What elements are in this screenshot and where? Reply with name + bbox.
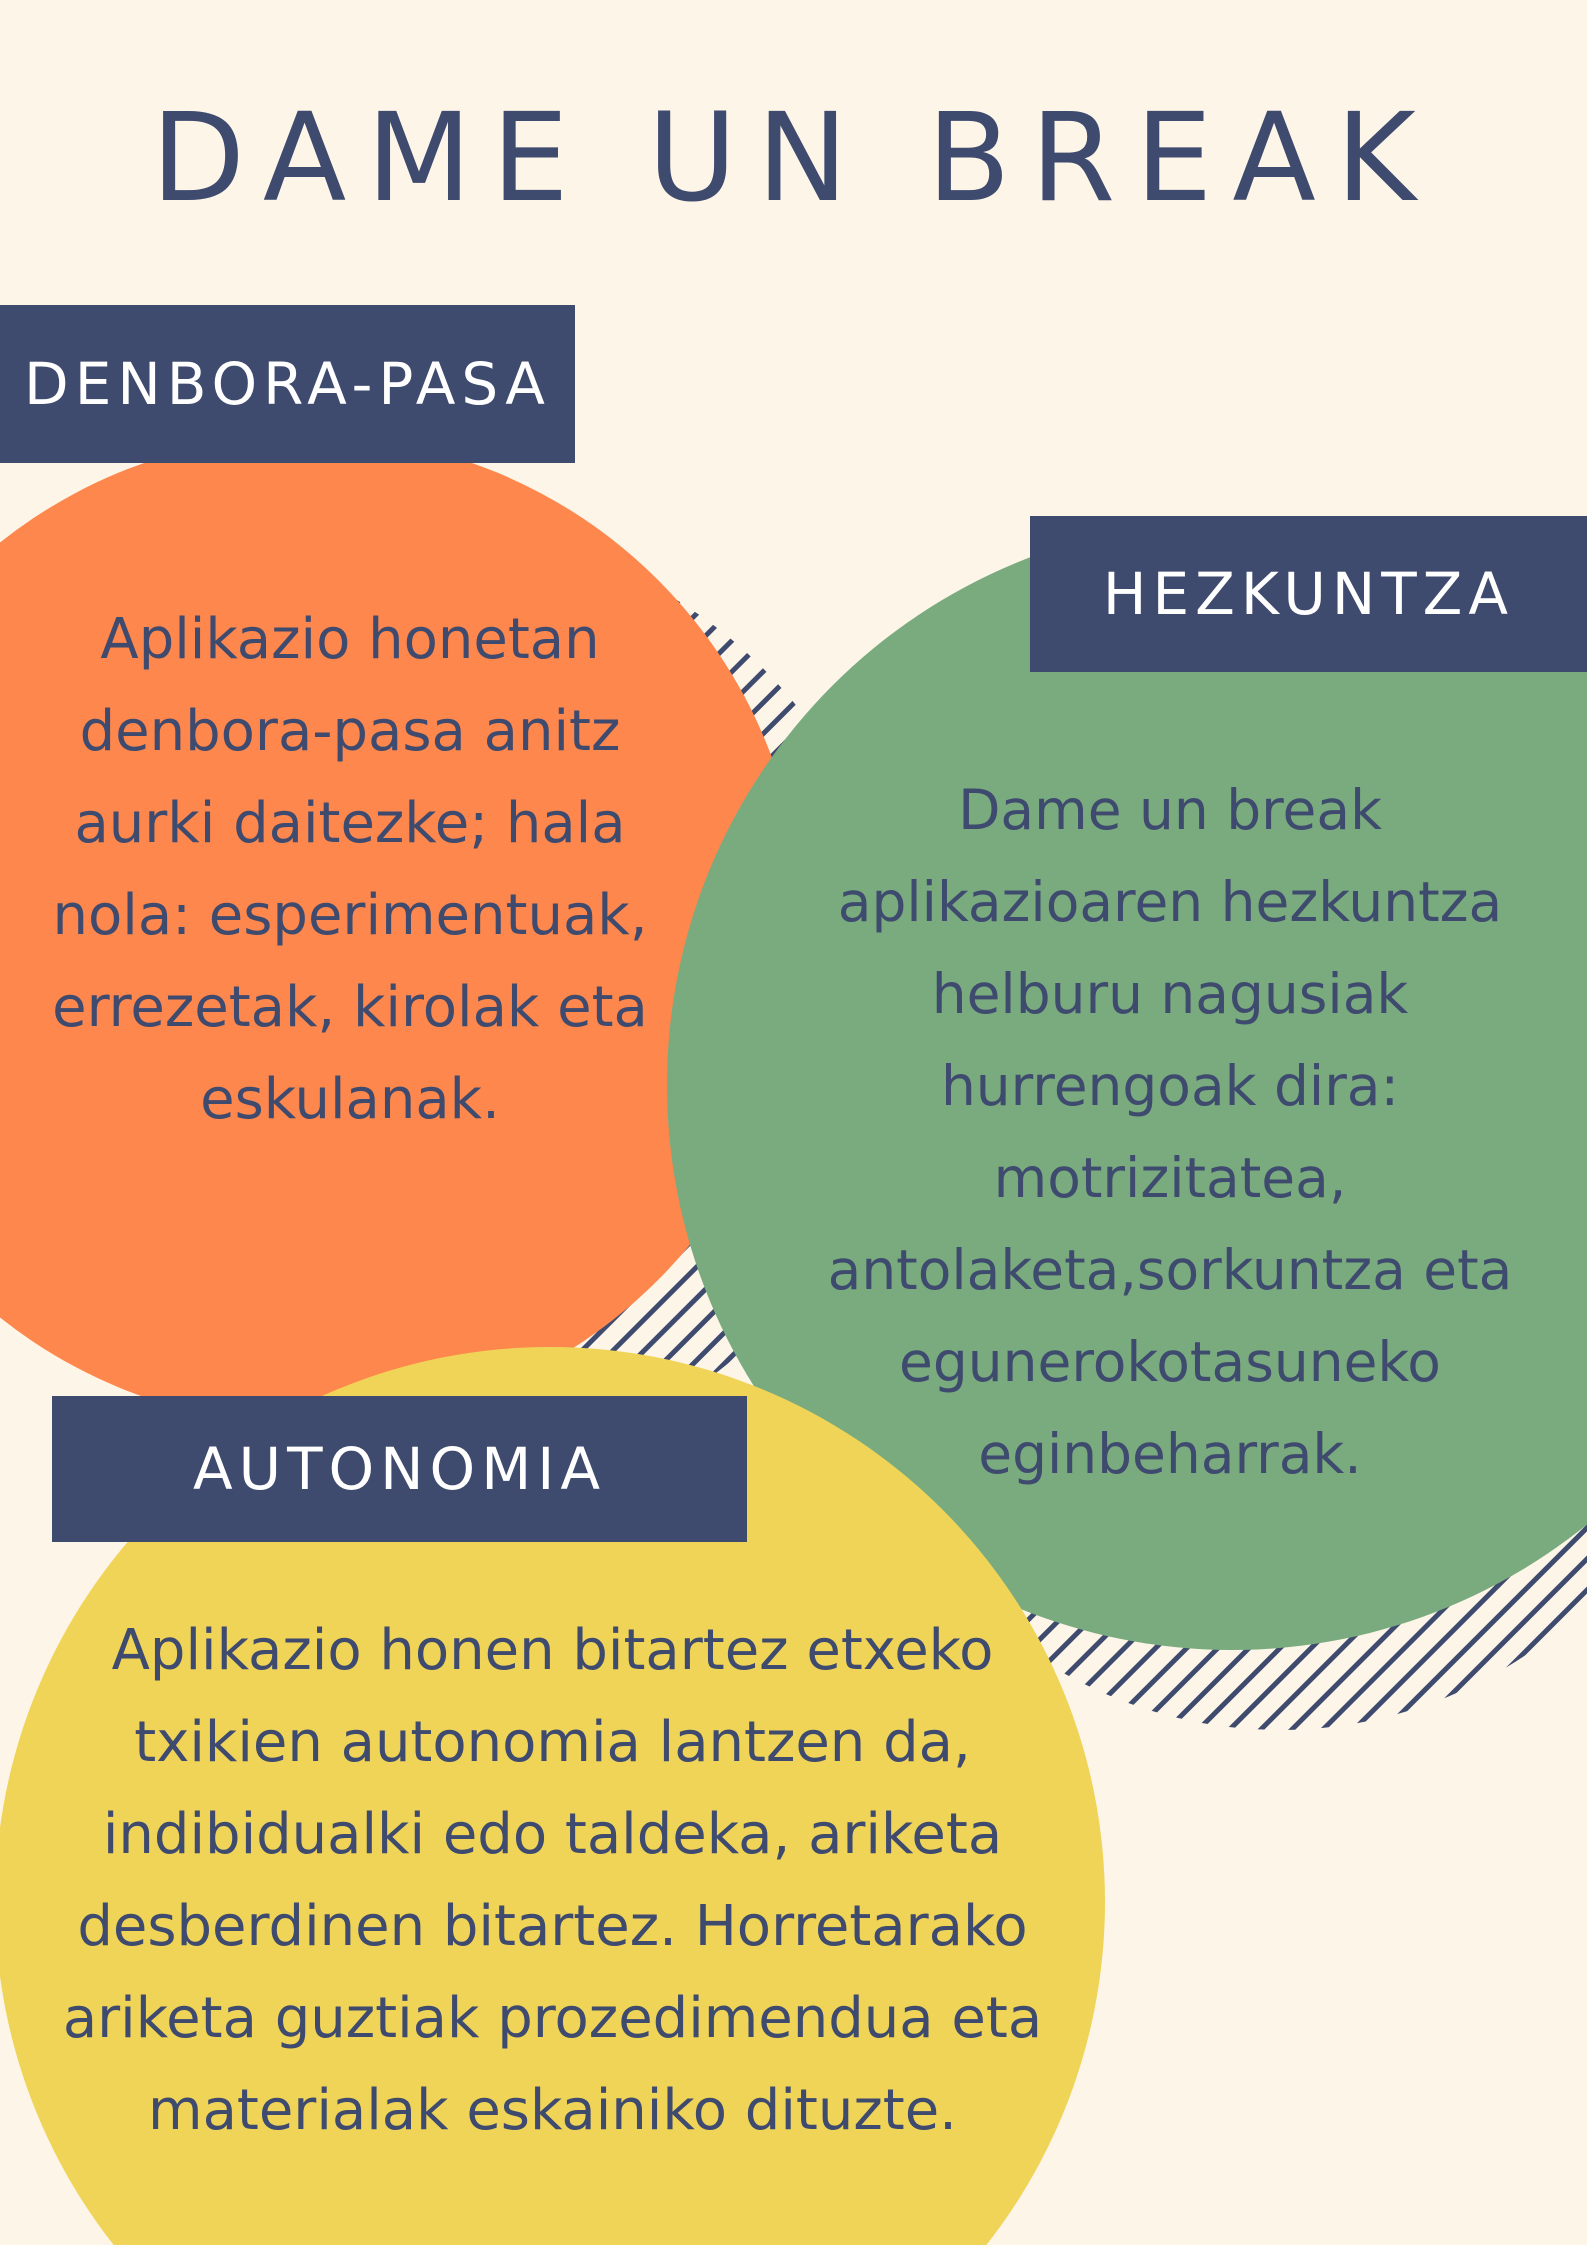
label-denbora-pasa: DENBORA-PASA xyxy=(0,305,575,463)
text-autonomia: Aplikazio honen bitartez etxeko txikien autonomia lantzen da, indibidualki edo taldeka, ariketa desberdinen bitartez. Horretarako ariketa guztiak prozedimendua eta materialak eskainiko dituzte. xyxy=(62,1618,1043,2143)
page-title: DAME UN BREAK xyxy=(151,87,1436,229)
label-hezkuntza: HEZKUNTZA xyxy=(1030,516,1587,672)
label-autonomia: AUTONOMIA xyxy=(52,1396,747,1542)
text-denbora-pasa: Aplikazio honetan denbora-pasa anitz aurki daitezke; hala nola: esperimentuak, errezetak, kirolak eta eskulanak. xyxy=(52,607,648,1132)
text-hezkuntza: Dame un break aplikazioaren hezkuntza helburu nagusiak hurrengoak dira: motrizitatea, antolaketa,sorkuntza eta egunerokotasuneko eginbeharrak. xyxy=(827,778,1513,1486)
